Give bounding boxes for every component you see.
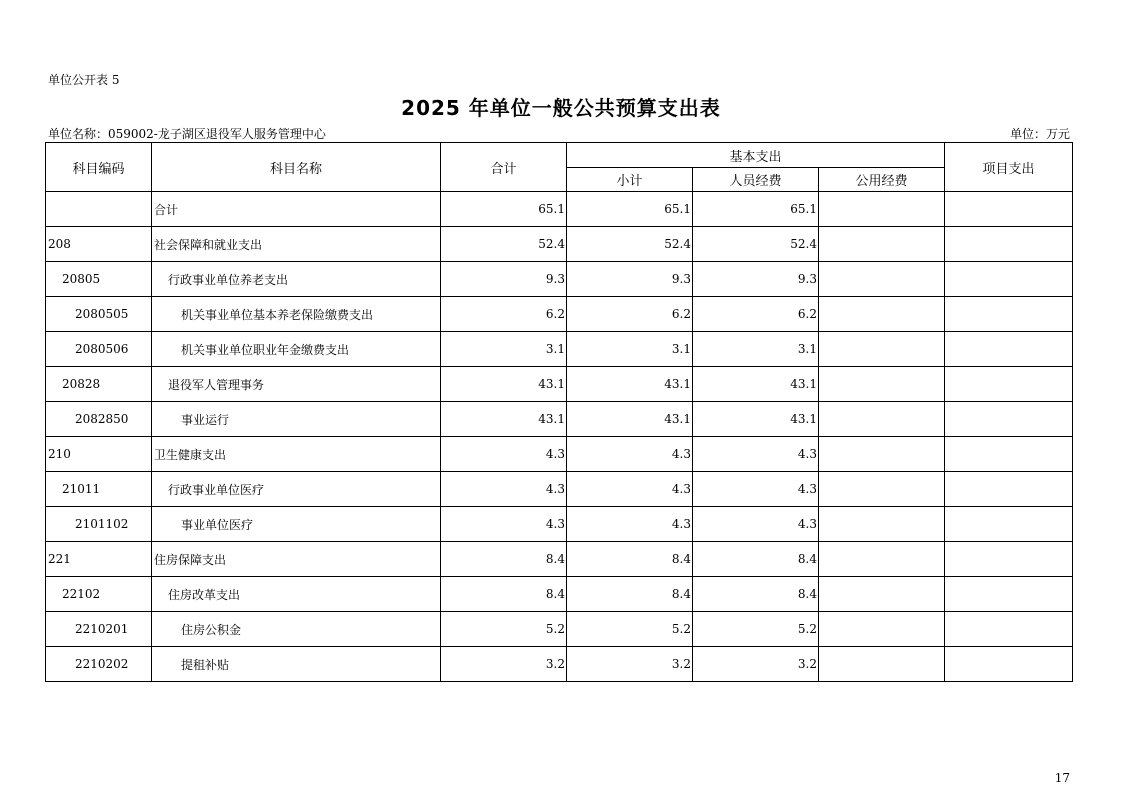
table-row bbox=[46, 192, 1073, 227]
table-row bbox=[46, 472, 1073, 507]
budget-table bbox=[45, 142, 1073, 682]
table-row bbox=[46, 227, 1073, 262]
row-code: 2210201 bbox=[46, 612, 152, 647]
currency-unit: 单位：万元 bbox=[1009, 127, 1070, 141]
header-project: 项目支出 bbox=[945, 143, 1073, 192]
row-personnel: 43.1 bbox=[693, 402, 819, 437]
row-project bbox=[945, 192, 1073, 227]
row-name: 机关事业单位职业年金缴费支出 bbox=[152, 332, 441, 367]
row-name: 提租补贴 bbox=[152, 647, 441, 682]
row-public bbox=[819, 262, 945, 297]
unit-name: 单位名称：059002-龙子湖区退役军人服务管理中心 bbox=[48, 127, 326, 141]
row-public bbox=[819, 297, 945, 332]
row-personnel: 4.3 bbox=[693, 472, 819, 507]
table-row bbox=[46, 297, 1073, 332]
row-code: 2082850 bbox=[46, 402, 152, 437]
form-label: 单位公开表 5 bbox=[48, 73, 120, 87]
row-subtotal: 8.4 bbox=[567, 542, 693, 577]
row-project bbox=[945, 297, 1073, 332]
row-subtotal: 4.3 bbox=[567, 507, 693, 542]
row-public bbox=[819, 647, 945, 682]
row-personnel: 4.3 bbox=[693, 437, 819, 472]
table-row bbox=[46, 332, 1073, 367]
row-public bbox=[819, 227, 945, 262]
row-personnel: 3.1 bbox=[693, 332, 819, 367]
row-total: 4.3 bbox=[441, 437, 567, 472]
row-code bbox=[46, 192, 152, 227]
table-row bbox=[46, 367, 1073, 402]
row-project bbox=[945, 542, 1073, 577]
row-subtotal: 43.1 bbox=[567, 367, 693, 402]
row-name: 社会保障和就业支出 bbox=[152, 227, 441, 262]
header-public: 公用经费 bbox=[819, 168, 945, 192]
row-total: 52.4 bbox=[441, 227, 567, 262]
row-total: 3.2 bbox=[441, 647, 567, 682]
row-total: 4.3 bbox=[441, 507, 567, 542]
row-project bbox=[945, 647, 1073, 682]
row-total: 43.1 bbox=[441, 367, 567, 402]
table-row bbox=[46, 507, 1073, 542]
row-code: 208 bbox=[46, 227, 152, 262]
header-personnel: 人员经费 bbox=[693, 168, 819, 192]
row-code: 2080506 bbox=[46, 332, 152, 367]
row-public bbox=[819, 332, 945, 367]
row-project bbox=[945, 472, 1073, 507]
page-title: 2025 年单位一般公共预算支出表 bbox=[401, 96, 721, 120]
row-total: 8.4 bbox=[441, 542, 567, 577]
row-total: 5.2 bbox=[441, 612, 567, 647]
row-subtotal: 43.1 bbox=[567, 402, 693, 437]
table-body bbox=[46, 192, 1073, 682]
row-name: 合计 bbox=[152, 192, 441, 227]
row-personnel: 6.2 bbox=[693, 297, 819, 332]
row-name: 行政事业单位医疗 bbox=[152, 472, 441, 507]
table-row bbox=[46, 647, 1073, 682]
row-personnel: 65.1 bbox=[693, 192, 819, 227]
header-subtotal: 小计 bbox=[567, 168, 693, 192]
row-project bbox=[945, 577, 1073, 612]
row-name: 行政事业单位养老支出 bbox=[152, 262, 441, 297]
row-project bbox=[945, 262, 1073, 297]
row-public bbox=[819, 402, 945, 437]
row-code: 20805 bbox=[46, 262, 152, 297]
row-total: 43.1 bbox=[441, 402, 567, 437]
row-name: 事业单位医疗 bbox=[152, 507, 441, 542]
header-total: 合计 bbox=[441, 143, 567, 192]
row-public bbox=[819, 577, 945, 612]
row-public bbox=[819, 507, 945, 542]
row-project bbox=[945, 612, 1073, 647]
row-subtotal: 52.4 bbox=[567, 227, 693, 262]
row-public bbox=[819, 612, 945, 647]
table-row bbox=[46, 402, 1073, 437]
row-subtotal: 6.2 bbox=[567, 297, 693, 332]
table-row bbox=[46, 262, 1073, 297]
table-row bbox=[46, 437, 1073, 472]
row-personnel: 3.2 bbox=[693, 647, 819, 682]
row-name: 事业运行 bbox=[152, 402, 441, 437]
row-subtotal: 3.2 bbox=[567, 647, 693, 682]
row-name: 住房公积金 bbox=[152, 612, 441, 647]
row-personnel: 52.4 bbox=[693, 227, 819, 262]
row-name: 退役军人管理事务 bbox=[152, 367, 441, 402]
page-number: 17 bbox=[1054, 771, 1070, 785]
row-code: 221 bbox=[46, 542, 152, 577]
row-subtotal: 65.1 bbox=[567, 192, 693, 227]
row-public bbox=[819, 542, 945, 577]
row-code: 2210202 bbox=[46, 647, 152, 682]
row-personnel: 8.4 bbox=[693, 577, 819, 612]
row-code: 20828 bbox=[46, 367, 152, 402]
row-subtotal: 9.3 bbox=[567, 262, 693, 297]
row-project bbox=[945, 227, 1073, 262]
row-total: 3.1 bbox=[441, 332, 567, 367]
table-row bbox=[46, 542, 1073, 577]
row-total: 9.3 bbox=[441, 262, 567, 297]
row-name: 卫生健康支出 bbox=[152, 437, 441, 472]
row-project bbox=[945, 507, 1073, 542]
row-personnel: 5.2 bbox=[693, 612, 819, 647]
row-personnel: 43.1 bbox=[693, 367, 819, 402]
row-project bbox=[945, 332, 1073, 367]
row-public bbox=[819, 367, 945, 402]
row-total: 4.3 bbox=[441, 472, 567, 507]
row-subtotal: 4.3 bbox=[567, 472, 693, 507]
table-row bbox=[46, 577, 1073, 612]
table-row bbox=[46, 612, 1073, 647]
row-total: 65.1 bbox=[441, 192, 567, 227]
row-subtotal: 5.2 bbox=[567, 612, 693, 647]
row-public bbox=[819, 437, 945, 472]
row-subtotal: 8.4 bbox=[567, 577, 693, 612]
row-personnel: 8.4 bbox=[693, 542, 819, 577]
row-name: 住房保障支出 bbox=[152, 542, 441, 577]
row-code: 22102 bbox=[46, 577, 152, 612]
row-project bbox=[945, 402, 1073, 437]
row-project bbox=[945, 367, 1073, 402]
row-public bbox=[819, 192, 945, 227]
row-code: 2080505 bbox=[46, 297, 152, 332]
row-code: 210 bbox=[46, 437, 152, 472]
row-name: 机关事业单位基本养老保险缴费支出 bbox=[152, 297, 441, 332]
row-code: 21011 bbox=[46, 472, 152, 507]
header-name: 科目名称 bbox=[152, 143, 441, 192]
row-public bbox=[819, 472, 945, 507]
row-personnel: 9.3 bbox=[693, 262, 819, 297]
row-name: 住房改革支出 bbox=[152, 577, 441, 612]
row-project bbox=[945, 437, 1073, 472]
row-subtotal: 4.3 bbox=[567, 437, 693, 472]
row-total: 6.2 bbox=[441, 297, 567, 332]
header-basic: 基本支出 bbox=[567, 143, 945, 168]
row-total: 8.4 bbox=[441, 577, 567, 612]
row-personnel: 4.3 bbox=[693, 507, 819, 542]
row-subtotal: 3.1 bbox=[567, 332, 693, 367]
header-code: 科目编码 bbox=[46, 143, 152, 192]
row-code: 2101102 bbox=[46, 507, 152, 542]
